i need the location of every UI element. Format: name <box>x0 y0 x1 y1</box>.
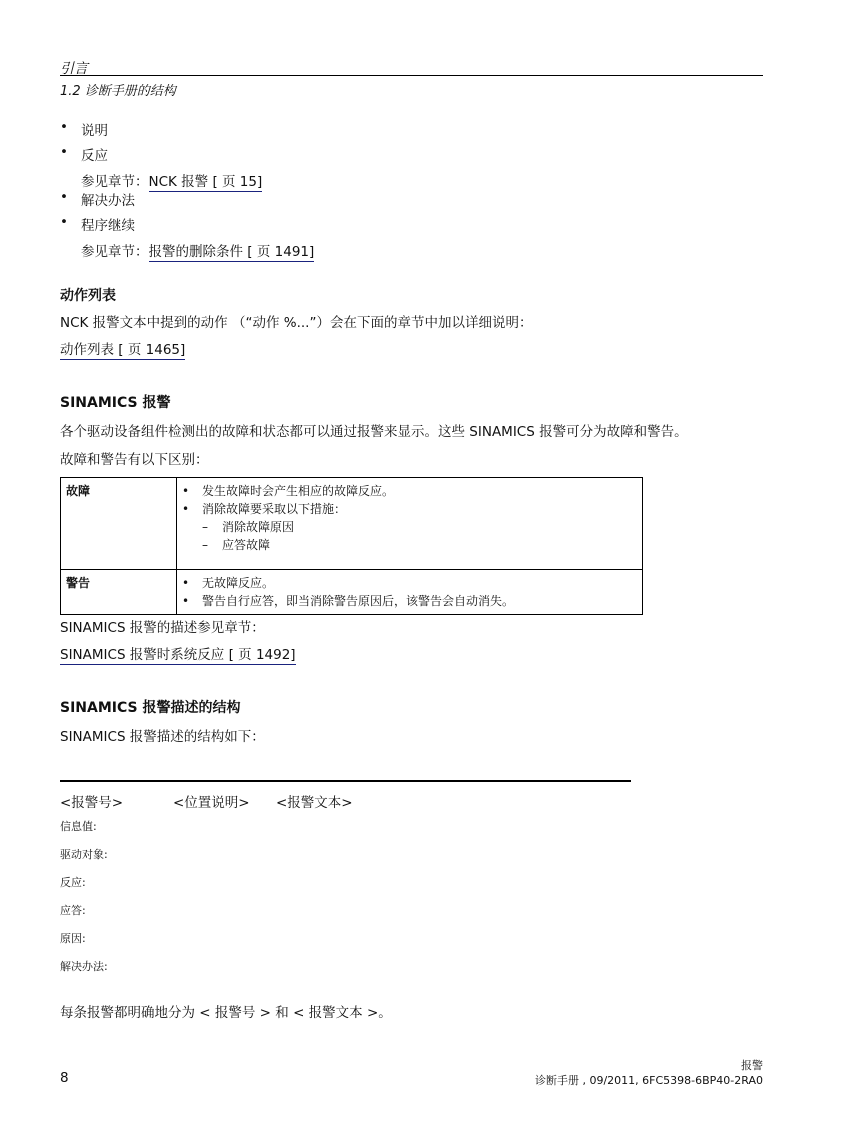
bullet-marker: • <box>60 189 68 205</box>
dash-marker: – <box>202 538 208 552</box>
sub-list-item <box>182 536 637 554</box>
table-row-warning <box>61 570 643 615</box>
list-item-text: 发生故障时会产生相应的故障反应。 <box>202 484 395 498</box>
fault-warning-table <box>60 477 643 615</box>
action-list-text: NCK 报警文本中提到的动作 （“动作 %...”）会在下面的章节中加以详细说明： <box>60 315 533 331</box>
bullet-marker: • <box>60 119 68 135</box>
bullet-text: 程序继续 <box>81 218 135 234</box>
list-item <box>182 574 637 592</box>
bullet-item-continue <box>60 214 135 234</box>
action-list-heading: 动作列表 <box>60 288 116 304</box>
bullet-marker: • <box>60 214 68 230</box>
warning-description <box>177 570 643 615</box>
structure-col-location: <位置说明> <box>173 795 250 811</box>
sinamics-text-2: 故障和警告有以下区别： <box>60 452 209 468</box>
bullet-text: 解决办法 <box>81 193 135 209</box>
link-clear-conditions[interactable]: 报警的删除条件 [ 页 1491] <box>148 244 315 260</box>
structure-closing: 每条报警都明确地分为 < 报警号 > 和 < 报警文本 >。 <box>60 1005 392 1021</box>
list-item <box>182 592 637 610</box>
field-cause: 原因: <box>60 932 86 945</box>
footer-doc-title: 报警 <box>741 1059 763 1072</box>
structure-text: SINAMICS 报警描述的结构如下： <box>60 729 265 745</box>
page-number: 8 <box>60 1070 69 1086</box>
bullet-marker: • <box>182 484 190 498</box>
continue-reference <box>81 240 314 260</box>
header-section-title: 引言 <box>60 61 88 77</box>
field-reaction: 反应: <box>60 876 86 889</box>
link-action-list[interactable]: 动作列表 [ 页 1465] <box>60 342 186 358</box>
action-list-link-row <box>60 338 185 358</box>
list-item <box>182 500 637 518</box>
link-nck-alarms[interactable]: NCK 报警 [ 页 15] <box>148 174 263 190</box>
reaction-reference <box>81 170 262 190</box>
fault-label: 故障 <box>61 478 177 570</box>
structure-heading: SINAMICS 报警描述的结构 <box>60 700 241 716</box>
dash-marker: – <box>202 520 208 534</box>
list-item-text: 消除故障要采取以下措施： <box>202 502 347 516</box>
footer-doc-info <box>535 1058 763 1088</box>
reference-prefix: 参见章节： <box>81 174 149 190</box>
bullet-item-remedy <box>60 189 135 209</box>
field-remedy: 解决办法: <box>60 960 108 973</box>
bullet-marker: • <box>182 576 190 590</box>
list-item <box>182 482 637 500</box>
structure-rule <box>60 780 631 782</box>
reference-prefix: 参见章节： <box>81 244 149 260</box>
sinamics-heading: SINAMICS 报警 <box>60 395 171 411</box>
field-message-value: 信息值: <box>60 820 97 833</box>
header-rule <box>60 75 763 76</box>
bullet-marker: • <box>182 594 190 608</box>
bullet-marker: • <box>60 144 68 160</box>
sinamics-desc-text: SINAMICS 报警的描述参见章节： <box>60 620 265 636</box>
structure-col-alarm-number: <报警号> <box>60 795 124 811</box>
sinamics-text-1: 各个驱动设备组件检测出的故障和状态都可以通过报警来显示。这些 SINAMICS 报警可分为故障和警告。 <box>60 424 688 440</box>
header-subsection: 1.2 诊断手册的结构 <box>60 84 176 99</box>
warning-label: 警告 <box>61 570 177 615</box>
link-sinamics-reaction[interactable]: SINAMICS 报警时系统反应 [ 页 1492] <box>60 647 296 663</box>
table-row-fault <box>61 478 643 570</box>
footer-manual-id: 诊断手册 , 09/2011, 6FC5398-6BP40-2RA0 <box>534 1074 763 1087</box>
field-acknowledge: 应答: <box>60 904 86 917</box>
sub-item-text: 消除故障原因 <box>222 520 295 534</box>
bullet-item-description <box>60 119 108 139</box>
bullet-text: 反应 <box>81 148 108 164</box>
bullet-item-reaction <box>60 144 108 164</box>
sub-item-text: 应答故障 <box>222 538 271 552</box>
sinamics-desc-link-row <box>60 643 296 663</box>
fault-description <box>177 478 643 570</box>
list-item-text: 警告自行应答，即当消除警告原因后，该警告会自动消失。 <box>202 594 515 608</box>
sub-list-item <box>182 518 637 536</box>
field-drive-object: 驱动对象: <box>60 848 108 861</box>
list-item-text: 无故障反应。 <box>202 576 275 590</box>
structure-col-alarm-text: <报警文本> <box>276 795 353 811</box>
bullet-text: 说明 <box>81 123 108 139</box>
bullet-marker: • <box>182 502 190 516</box>
